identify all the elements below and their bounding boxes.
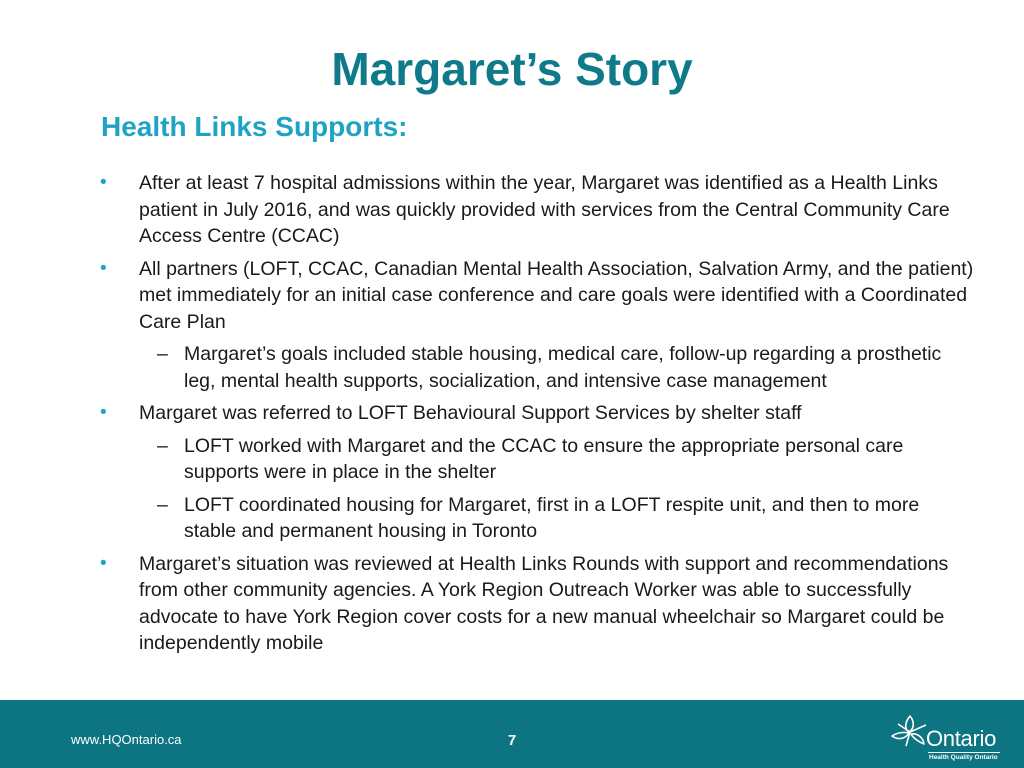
- bullet-item: [0, 256, 1024, 336]
- bullet-list: [0, 170, 1024, 663]
- sub-bullet-text: LOFT worked with Margaret and the CCAC to ensure the appropriate personal care supports were in place in the shelter: [184, 434, 904, 483]
- bullet-item: [0, 400, 1024, 427]
- dash-marker: –: [157, 493, 168, 516]
- logo-divider: [928, 752, 1000, 753]
- sub-bullet-item: [0, 492, 1024, 545]
- dash-marker: –: [157, 434, 168, 457]
- footer-bar: [0, 700, 1024, 768]
- page-number: 7: [507, 732, 517, 749]
- logo-tagline: Health Quality Ontario: [929, 754, 998, 761]
- ontario-logo: [888, 710, 1003, 762]
- bullet-marker: •: [100, 257, 107, 279]
- slide-subtitle: Health Links Supports:: [101, 111, 408, 142]
- bullet-text: After at least 7 hospital admissions within the year, Margaret was identified as a Health Links patient in July 2016, and was quickly provided with services from the Central Community Care Access Centre (CCAC): [139, 172, 950, 247]
- bullet-text: Margaret was referred to LOFT Behavioural Support Services by shelter staff: [139, 402, 802, 424]
- bullet-item: [0, 170, 1024, 250]
- bullet-text: Margaret’s situation was reviewed at Health Links Rounds with support and recommendations from other community agencies. A York Region Outreach Worker was able to successfully advocate to have York Region cover costs for a new manual wheelchair so Margaret could be independently mobile: [139, 552, 949, 654]
- sub-bullet-text: LOFT coordinated housing for Margaret, first in a LOFT respite unit, and then to more stable and permanent housing in Toronto: [184, 493, 920, 542]
- bullet-text: All partners (LOFT, CCAC, Canadian Mental Health Association, Salvation Army, and the patient) met immediately for an initial case conference and care goals were identified with a Coordinated Care Plan: [139, 257, 974, 333]
- footer-url: www.HQOntario.ca: [71, 732, 182, 747]
- logo-wordmark: Ontario: [926, 726, 997, 751]
- bullet-marker: •: [100, 172, 107, 193]
- bullet-item: [0, 551, 1024, 657]
- sub-bullet-item: [0, 341, 1024, 394]
- sub-bullet-item: [0, 433, 1024, 486]
- sub-bullet-text: Margaret’s goals included stable housing, medical care, follow-up regarding a prosthetic leg, mental health supports, socialization, and intensive case management: [184, 343, 942, 392]
- dash-marker: –: [157, 343, 168, 365]
- slide-title: Margaret’s Story: [331, 43, 693, 95]
- bullet-marker: •: [100, 552, 107, 574]
- bullet-marker: •: [100, 402, 107, 423]
